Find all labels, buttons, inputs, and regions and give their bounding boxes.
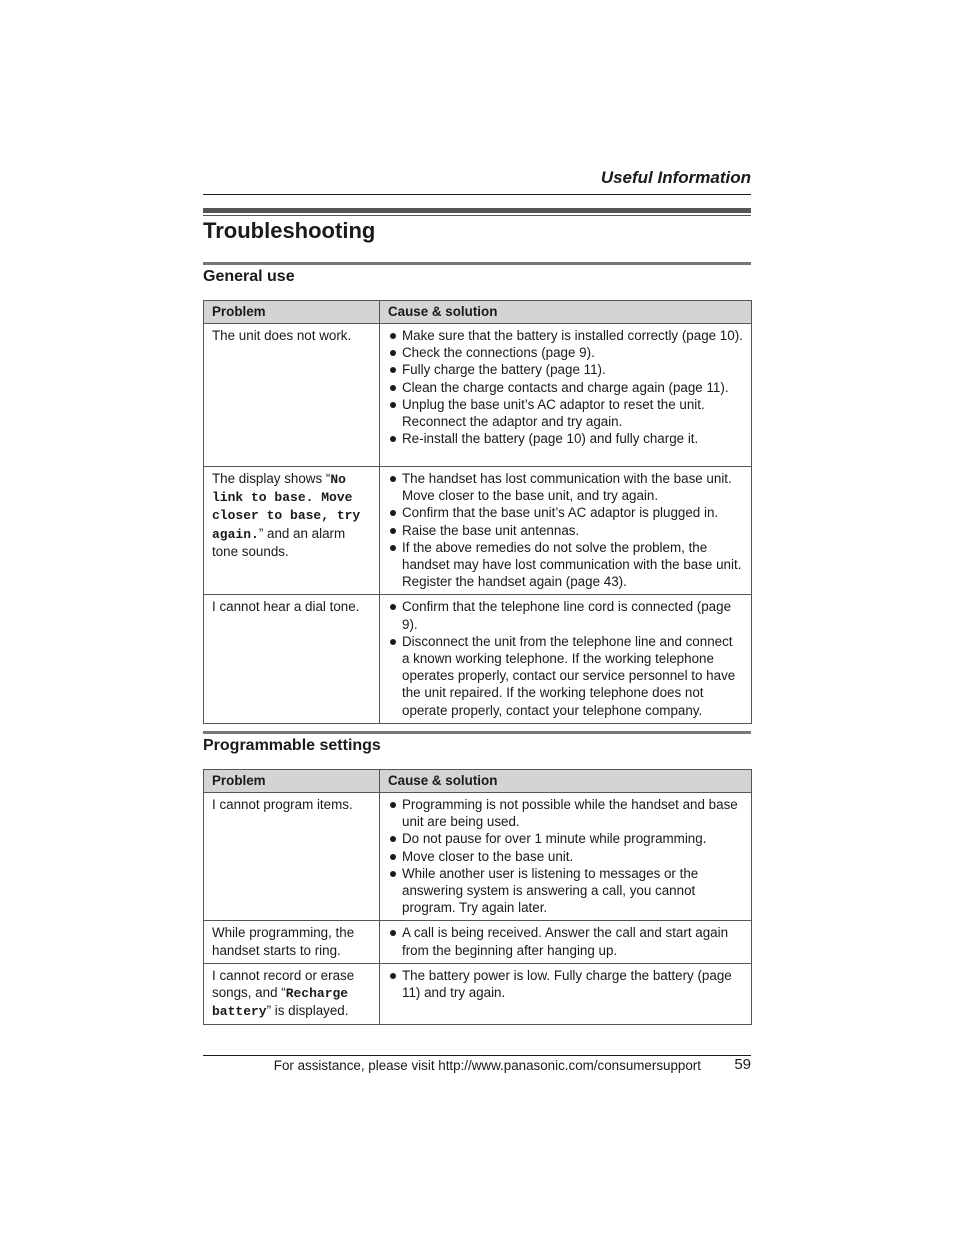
- solution-item: Unplug the base unit’s AC adaptor to reset the unit. Reconnect the adaptor and try again.: [388, 396, 743, 430]
- solution-item: If the above remedies do not solve the problem, the handset may have lost communication with the base unit. Register the handset again (page 43).: [388, 539, 743, 591]
- solution-item: Check the connections (page 9).: [388, 344, 743, 361]
- solution-cell: [380, 963, 752, 1025]
- problem-text: The display shows “: [212, 471, 331, 486]
- general-use-heading: General use: [203, 268, 295, 285]
- table-row: [204, 963, 752, 1025]
- table-row: [204, 595, 752, 723]
- solution-list: [388, 967, 743, 1001]
- programmable-settings-heading: Programmable settings: [203, 737, 381, 754]
- section-header: Useful Information: [600, 168, 751, 187]
- solution-item: Make sure that the battery is installed correctly (page 10).: [388, 327, 743, 344]
- problem-column-header: Problem: [204, 770, 380, 793]
- solution-item: Confirm that the base unit’s AC adaptor is plugged in.: [388, 504, 743, 521]
- solution-item: Re-install the battery (page 10) and fully charge it.: [388, 430, 743, 447]
- solution-item: Disconnect the unit from the telephone line and connect a known working telephone. If the working telephone operates properly, contact our service personnel to have the unit repaired. If the working telephone does not operate properly, contact your telephone company.: [388, 633, 743, 719]
- table-row: [204, 793, 752, 921]
- display-message: Recharge battery: [212, 986, 349, 1020]
- general-use-bar: [203, 262, 751, 265]
- solution-item: While another user is listening to messages or the answering system is answering a call, you cannot program. Try again later.: [388, 865, 743, 917]
- solution-cell: [380, 324, 752, 467]
- problem-cell: The unit does not work.: [204, 324, 380, 467]
- footer-rule: [203, 1055, 751, 1056]
- assistance-footer: For assistance, please visit http://www.panasonic.com/consumersupport: [273, 1058, 701, 1073]
- general-use-table: [203, 300, 752, 724]
- programmable-settings-bar: [203, 731, 751, 734]
- solution-column-header: Cause & solution: [380, 301, 752, 324]
- solution-item: Confirm that the telephone line cord is connected (page 9).: [388, 598, 743, 632]
- solution-column-header: Cause & solution: [380, 770, 752, 793]
- solution-list: [388, 327, 743, 447]
- page-number: 59: [734, 1056, 751, 1073]
- table-row: [204, 467, 752, 595]
- problem-text: ” is displayed.: [266, 1003, 349, 1019]
- programmable-settings-table: [203, 769, 752, 1025]
- solution-cell: [380, 921, 752, 963]
- title-rule-top: [203, 208, 751, 213]
- title-rule-bottom: [203, 215, 751, 216]
- page-title: Troubleshooting: [203, 218, 376, 243]
- solution-item: A call is being received. Answer the call and start again from the beginning after hanging up.: [388, 924, 743, 958]
- solution-list: [388, 796, 743, 916]
- problem-cell: While programming, the handset starts to ring.: [204, 921, 380, 963]
- solution-item: Fully charge the battery (page 11).: [388, 361, 743, 378]
- solution-cell: [380, 595, 752, 723]
- solution-item: Programming is not possible while the handset and base unit are being used.: [388, 796, 743, 830]
- table-header-row: [204, 301, 752, 324]
- solution-item: Do not pause for over 1 minute while programming.: [388, 830, 743, 847]
- solution-item: Raise the base unit antennas.: [388, 522, 743, 539]
- solution-item: The handset has lost communication with the base unit. Move closer to the base unit, and try again.: [388, 470, 743, 504]
- problem-cell: [204, 963, 380, 1025]
- solution-item: Clean the charge contacts and charge again (page 11).: [388, 379, 743, 396]
- display-message: No link to base. Move closer to base, try again.: [212, 472, 361, 542]
- table-row: [204, 324, 752, 467]
- solution-list: [388, 470, 743, 590]
- solution-item: The battery power is low. Fully charge the battery (page 11) and try again.: [388, 967, 743, 1001]
- solution-cell: [380, 793, 752, 921]
- problem-text: I cannot record or erase songs, and “: [212, 967, 355, 1001]
- problem-cell: I cannot hear a dial tone.: [204, 595, 380, 723]
- solution-list: [388, 924, 743, 958]
- solution-cell: [380, 467, 752, 595]
- solution-list: [388, 598, 743, 718]
- problem-column-header: Problem: [204, 301, 380, 324]
- problem-text: ” and an alarm tone sounds.: [212, 525, 346, 559]
- solution-item: Move closer to the base unit.: [388, 848, 743, 865]
- header-rule: [203, 194, 751, 195]
- problem-cell: [204, 467, 380, 595]
- table-header-row: [204, 770, 752, 793]
- problem-cell: I cannot program items.: [204, 793, 380, 921]
- table-row: [204, 921, 752, 963]
